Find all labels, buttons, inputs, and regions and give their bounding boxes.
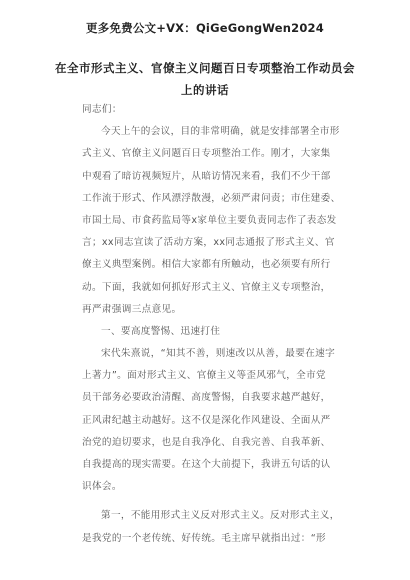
paragraph-1-line: 再严肃强调三点意见。	[82, 303, 182, 315]
salutation: 同志们：	[82, 104, 122, 115]
paragraph-1-line: 言；xx同志宣读了活动方案，xx同志通报了形式主义、官	[82, 237, 335, 249]
paragraph-1-line: 动。下面，我就如何抓好形式主义、官僚主义专项整治，	[82, 281, 331, 293]
paragraph-1-line: 僚主义典型案例。相信大家都有所触动，也必须要有所行	[82, 259, 331, 271]
paragraph-1-line: 工作流于形式、作风漂浮散漫，必须严肃问责；市住建委、	[82, 192, 341, 204]
paragraph-1-line: 式主义、官僚主义问题百日专项整治工作。刚才，大家集	[82, 148, 331, 160]
paragraph-1-line: 中观看了暗访视频短片，从暗访情况来看，我们不少干部	[82, 170, 331, 182]
paragraph-2-line: 治党的迫切要求，也是自我净化、自我完善、自我革新、	[82, 436, 331, 448]
paragraph-2-line: 识体会。	[82, 481, 122, 493]
document-body	[82, 99, 354, 550]
promo-header: 更多免费公文+VX：QiGeGongWen2024	[86, 21, 324, 35]
paragraph-1-line: 市国土局、市食药监局等x家单位主要负责同志作了表态发	[82, 214, 337, 226]
document-title-line-2: 上的讲话	[181, 83, 229, 97]
paragraph-3-line: 是我党的一个老传统、好传统。毛主席早就指出过：“形	[82, 532, 326, 544]
paragraph-gap	[82, 498, 354, 505]
paragraph-2-line: 正风肃纪越主动越好。这不仅是深化作风建设、全面从严	[82, 414, 331, 426]
section-heading-1: 一、要高度警惕、迅速打住	[101, 325, 221, 337]
paragraph-1-line: 今天上午的会议，目的非常明确，就是安排部署全市形	[101, 126, 340, 138]
paragraph-3-line: 第一，不能用形式主义反对形式主义。反对形式主义，	[101, 510, 340, 522]
document-title-line-1: 在全市形式主义、官僚主义问题百日专项整治工作动员会	[55, 61, 355, 75]
paragraph-2-line: 员干部务必要政治清醒、高度警惕，自我要求越严越好，	[82, 392, 331, 404]
paragraph-2-line: 上著力”。面对形式主义、官僚主义等歪风邪气，全市党	[82, 370, 326, 382]
paragraph-2-line: 宋代朱熹说，“知其不善，则速改以从善，最要在速字	[101, 348, 336, 360]
paragraph-2-line: 自我提高的现实需要。在这个大前提下，我讲五句话的认	[82, 459, 331, 470]
